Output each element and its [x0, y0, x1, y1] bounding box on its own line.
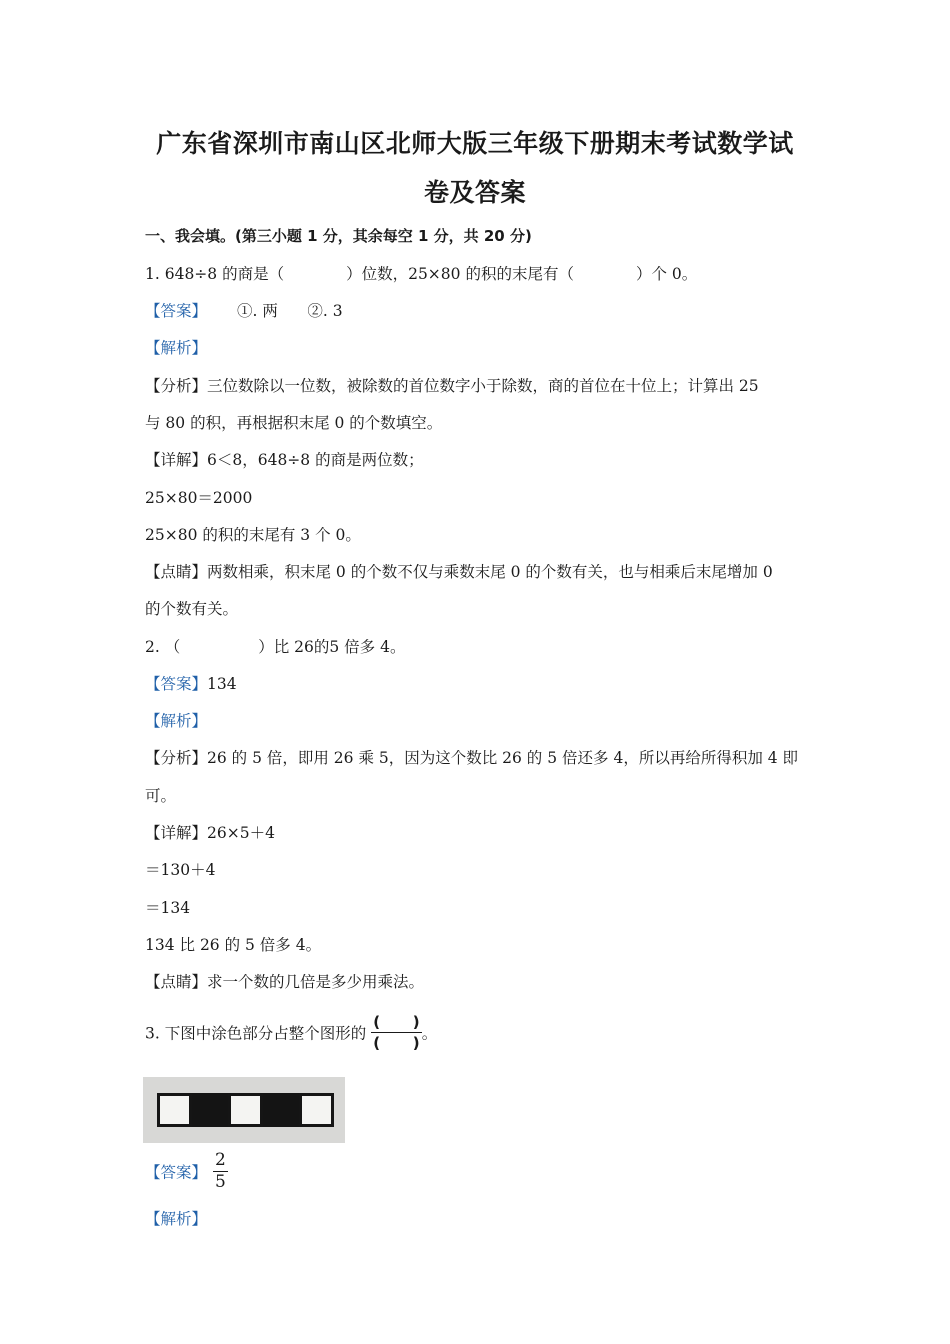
q3-period: 。 [421, 1024, 438, 1043]
figure-cell-white [228, 1093, 263, 1127]
q2-xiangjie-line-2: ＝130＋4 [145, 861, 216, 879]
q3-fraction-denominator-blank: ( ) [373, 1034, 420, 1052]
q1-dianjing-line-2: 的个数有关。 [145, 600, 239, 618]
q1-question [145, 262, 697, 284]
answer-tag: 【答案】 [145, 302, 208, 320]
q1-text-2: ）位数，25×80 的积的末尾有（ [346, 265, 574, 283]
q2-fenxi-line-2: 可。 [145, 787, 177, 805]
q1-analysis-tag: 【解析】 [145, 339, 208, 357]
q3-answer-denominator: 5 [215, 1172, 226, 1192]
figure-cell-white [299, 1093, 334, 1127]
q3-fraction-numerator-blank: ( ) [373, 1013, 420, 1031]
q3-answer-numerator: 2 [215, 1150, 226, 1170]
section-heading: 一、我会填。(第三小题 1 分，其余每空 1 分，共 20 分) [145, 227, 532, 245]
q1-answer-value: ①. 两 ②. 3 [237, 302, 343, 320]
q1-text-3: ）个 0。 [635, 265, 698, 283]
q2-dianjing-line-1: 【点睛】求一个数的几倍是多少用乘法。 [145, 973, 425, 991]
q2-fenxi-line-1: 【分析】26 的 5 倍，即用 26 乘 5，因为这个数比 26 的 5 倍还多 4，所以再给所得积加 4 即 [145, 749, 799, 767]
q3-shaded-figure [143, 1077, 345, 1143]
q2-answer [145, 672, 237, 694]
q3-answer-fraction [213, 1150, 228, 1193]
q2-xiangjie-line-3: ＝134 [145, 899, 191, 917]
answer-tag: 【答案】 [145, 675, 208, 693]
figure-cell-black [263, 1093, 299, 1127]
q3-answer [145, 1150, 228, 1193]
q1-text-1: 1. 648÷8 的商是（ [145, 265, 285, 283]
page-title-line-2: 卷及答案 [423, 178, 526, 207]
q1-answer [145, 299, 343, 321]
q2-text-2: ）比 26的5 倍多 4。 [258, 638, 406, 656]
q2-question [145, 635, 405, 657]
q2-analysis-tag: 【解析】 [145, 712, 208, 730]
q1-xiangjie-line-3: 25×80 的积的末尾有 3 个 0。 [145, 526, 361, 544]
answer-tag: 【答案】 [145, 1163, 208, 1182]
q2-xiangjie-line-1: 【详解】26×5＋4 [145, 824, 275, 842]
q1-fenxi-line-2: 与 80 的积，再根据积末尾 0 的个数填空。 [145, 414, 443, 432]
page-title-line-1: 广东省深圳市南山区北师大版三年级下册期末考试数学试 [156, 129, 794, 158]
q3-fraction-blank [371, 1012, 422, 1053]
figure-cell-black [192, 1093, 228, 1127]
figure-cell-white [157, 1093, 192, 1127]
q2-text-1: 2. （ [145, 638, 181, 656]
q1-dianjing-line-1: 【点睛】两数相乘，积末尾 0 的个数不仅与乘数末尾 0 的个数有关，也与相乘后末尾增加 0 [145, 563, 773, 581]
q1-xiangjie-line-2: 25×80＝2000 [145, 489, 253, 507]
q3-text: 3. 下图中涂色部分占整个图形的 [145, 1024, 367, 1043]
q3-analysis-tag: 【解析】 [145, 1210, 208, 1228]
q1-fenxi-line-1: 【分析】三位数除以一位数，被除数的首位数字小于除数，商的首位在十位上；计算出 25 [145, 377, 759, 395]
q1-xiangjie-line-1: 【详解】6＜8，648÷8 的商是两位数； [145, 451, 424, 469]
q2-xiangjie-line-4: 134 比 26 的 5 倍多 4。 [145, 936, 322, 954]
q3-question [145, 1012, 437, 1053]
q2-answer-value: 134 [207, 675, 237, 693]
